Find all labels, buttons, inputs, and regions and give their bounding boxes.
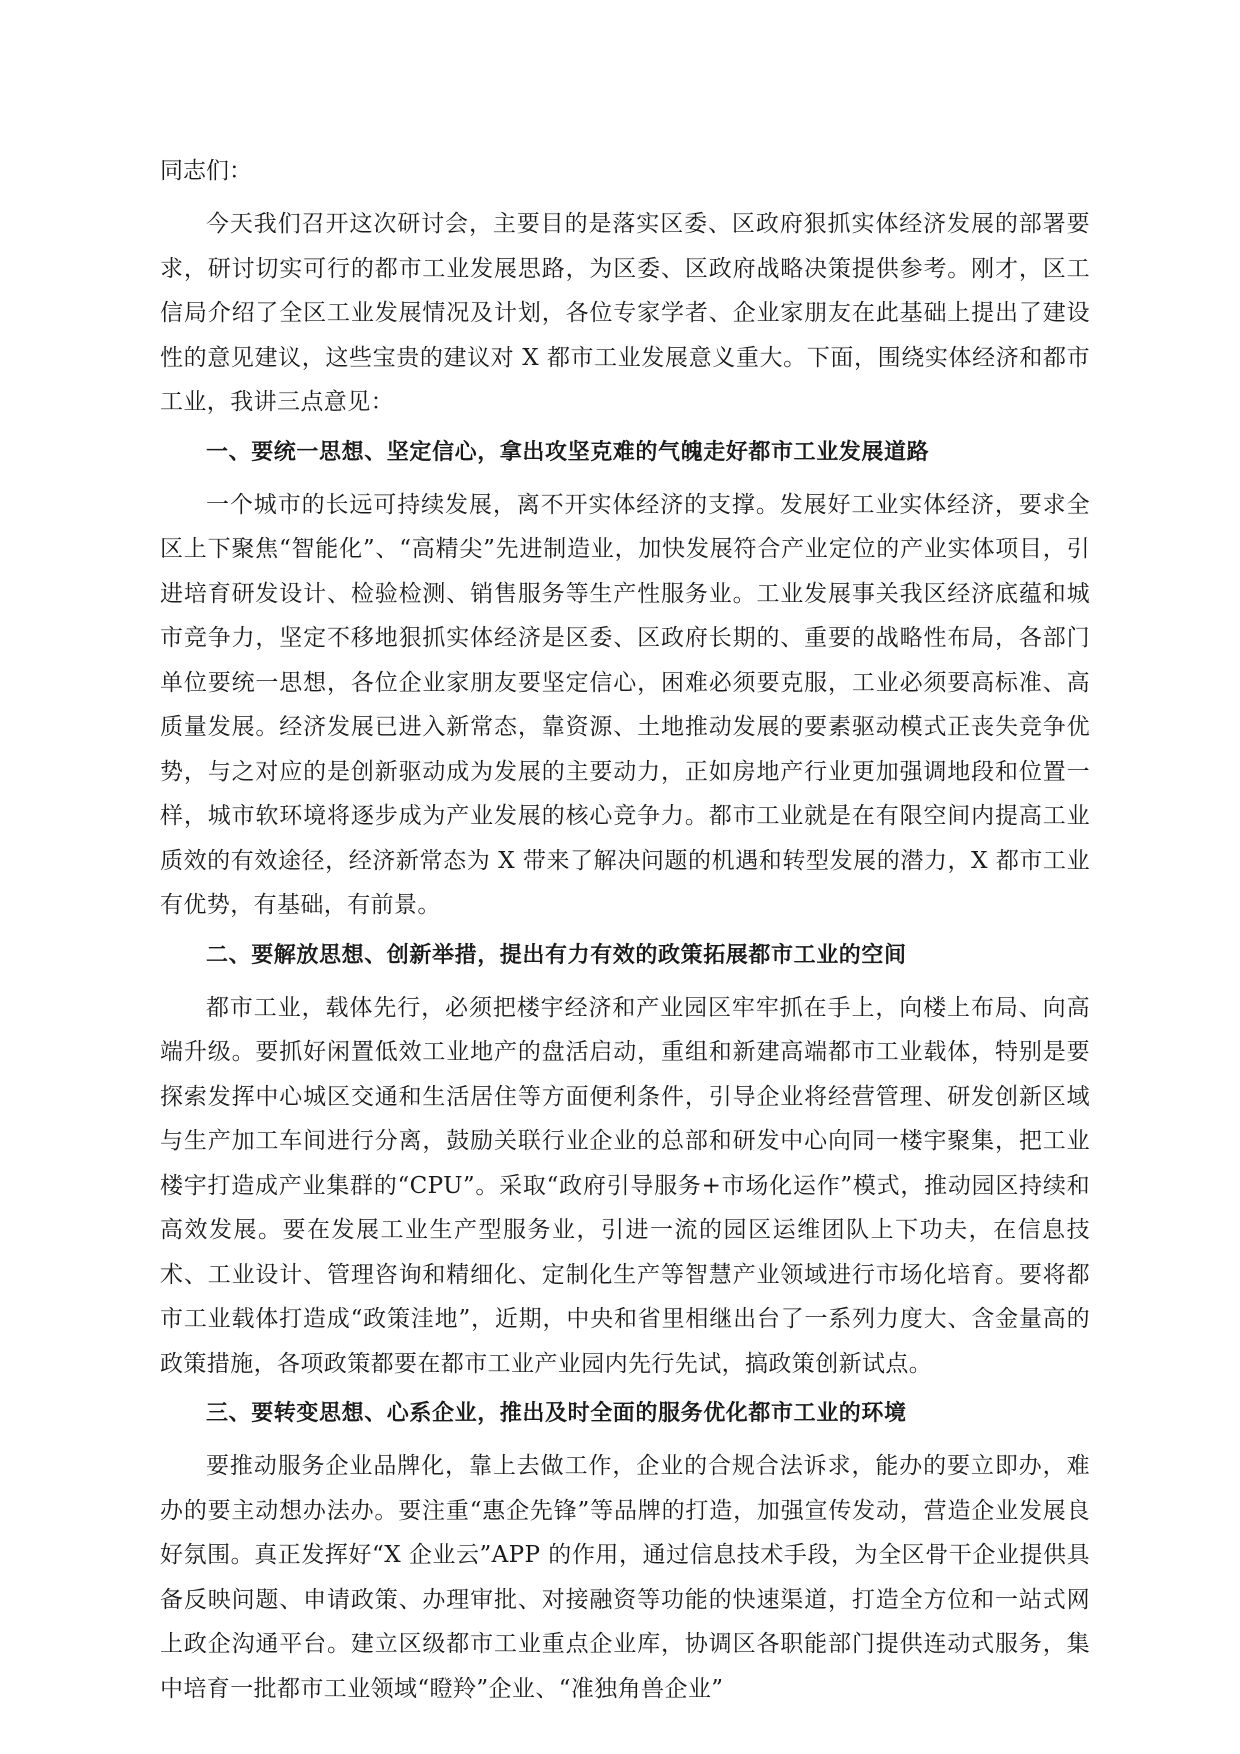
section-1-heading: 一、要统一思想、坚定信心，拿出攻坚克难的气魄走好都市工业发展道路 <box>206 439 930 465</box>
section-2-heading: 二、要解放思想、创新举措，提出有力有效的政策拓展都市工业的空间 <box>206 942 907 968</box>
section-1-body: 一个城市的长远可持续发展，离不开实体经济的支撑。发展好工业实体经济，要求全区上下聚焦“智能化”、“高精尖”先进制造业，加快发展符合产业定位的产业实体项目，引进培育研发设计、检验检测、销售服务等生产性服务业。工业发展事关我区经济底蕴和城市竞争力，坚定不移地狠抓实体经济是区委、区政府长期的、重要的战略性布局，各部门单位要统一思想，各位企业家朋友要坚定信心，困难必须要克服，工业必须要高标准、高质量发展。经济发展已进入新常态，靠资源、土地推动发展的要素驱动模式正丧失竞争优势，与之对应的是创新驱动成为发展的主要动力，正如房地产行业更加强调地段和位置一样，城市软环境将逐步成为产业发展的核心竞争力。都市工业就是在有限空间内提高工业质效的有效途径，经济新常态为 X 带来了解决问题的机遇和转型发展的潜力，X 都市工业有优势，有基础，有前景。 <box>160 491 1090 918</box>
section-3-body: 要推动服务企业品牌化，靠上去做工作，企业的合规合法诉求，能办的要立即办，难办的要主动想办法办。要注重“惠企先锋”等品牌的打造，加强宣传发动，营造企业发展良好氛围。真正发挥好“X 企业云”APP 的作用，通过信息技术手段，为全区骨干企业提供具备反映问题、申请政策、办理审批、对接融资等功能的快速渠道，打造全方位和一站式网上政企沟通平台。建立区级都市工业重点企业库，协调区各职能部门提供连动式服务，集中培育一批都市工业领域“瞪羚”企业、“准独角兽企业” <box>160 1453 1090 1702</box>
intro-paragraph: 今天我们召开这次研讨会，主要目的是落实区委、区政府狠抓实体经济发展的部署要求，研讨切实可行的都市工业发展思路，为区委、区政府战略决策提供参考。刚才，区工信局介绍了全区工业发展情况及计划，各位专家学者、企业家朋友在此基础上提出了建设性的意见建议，这些宝贵的建议对 X 都市工业发展意义重大。下面，围绕实体经济和都市工业，我讲三点意见： <box>160 211 1090 415</box>
document-page <box>160 150 1090 1717</box>
section-3-heading: 三、要转变思想、心系企业，推出及时全面的服务优化都市工业的环境 <box>206 1401 907 1426</box>
section-2-body: 都市工业，载体先行，必须把楼宇经济和产业园区牢牢抓在手上，向楼上布局、向高端升级。要抓好闲置低效工业地产的盘活启动，重组和新建高端都市工业载体，特别是要探索发挥中心城区交通和生活居住等方面便利条件，引导企业将经营管理、研发创新区域与生产加工车间进行分离，鼓励关联行业企业的总部和研发中心向同一楼宇聚集，把工业楼宇打造成产业集群的“CPU”。采取“政府引导服务+市场化运作”模式，推动园区持续和高效发展。要在发展工业生产型服务业，引进一流的园区运维团队上下功夫，在信息技术、工业设计、管理咨询和精细化、定制化生产等智慧产业领域进行市场化培育。要将都市工业载体打造成“政策洼地”，近期，中央和省里相继出台了一系列力度大、含金量高的政策措施，各项政策都要在都市工业产业园内先行先试，搞政策创新试点。 <box>160 994 1090 1377</box>
salutation: 同志们： <box>160 158 252 184</box>
